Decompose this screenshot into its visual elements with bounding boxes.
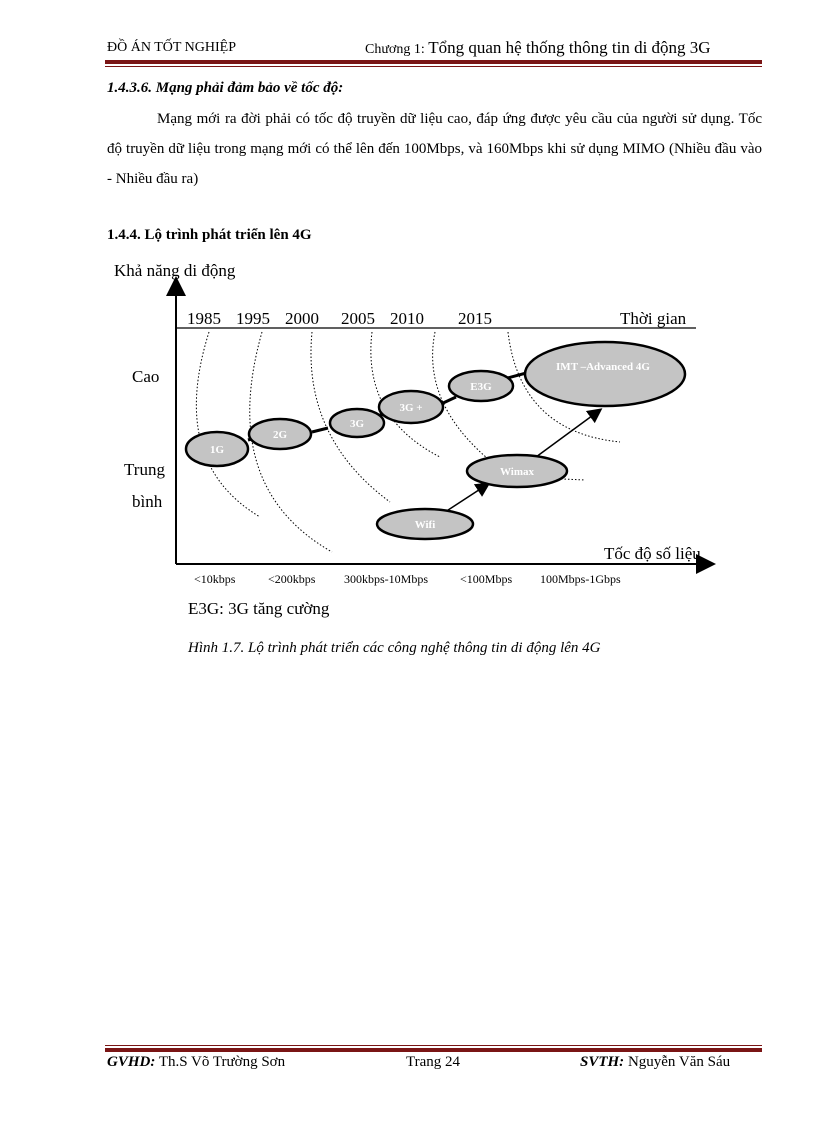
year-label: 1995 [236, 309, 270, 328]
node-wifi-label: Wifi [414, 519, 436, 531]
level-medium-2: bình [132, 492, 163, 511]
footer-advisor [107, 1054, 285, 1071]
node-2g-label: 2G [272, 429, 288, 441]
footer-advisor-name: Th.S Võ Trường Sơn [158, 1054, 286, 1070]
wimax-to-4g-arrow [536, 410, 600, 457]
footer-student-label: SVTH: [580, 1054, 625, 1070]
wave-arc [196, 332, 260, 517]
year-label: 2000 [285, 309, 319, 328]
rate-label: <200kbps [268, 572, 316, 586]
rate-label: 100Mbps-1Gbps [540, 572, 621, 586]
footer-advisor-label: GVHD: [107, 1054, 156, 1070]
header-chapter-label: Chương 1: [365, 42, 425, 57]
node-3g-label: 3G [349, 418, 365, 430]
x-axis-label: Tốc độ số liệu [604, 544, 701, 563]
header-rule-thin [105, 66, 762, 67]
subsection-heading: 1.4.3.6. Mạng phải đảm bảo về tốc độ: [107, 80, 344, 96]
year-label: 2010 [390, 309, 424, 328]
section-heading: 1.4.4. Lộ trình phát triển lên 4G [107, 227, 312, 243]
year-label: 1985 [187, 309, 221, 328]
wifi-to-wimax-arrow [442, 484, 488, 514]
node-3g-plus-label: 3G + [399, 402, 423, 414]
header-chapter [365, 38, 711, 58]
body-paragraph [107, 104, 762, 194]
diagram-legend: E3G: 3G tăng cường [188, 599, 330, 618]
paragraph-text: Mạng mới ra đời phải có tốc độ truyền dữ liệu cao, đáp ứng được yêu cầu của người sử dụng. Tốc độ truyền dữ liệu trong mạng mới có thể lên đến 100Mbps, và 160Mbps khi sử dụng MIMO (Nhiều đầu vào - Nhiều đầu ra) [107, 111, 762, 187]
node-imt-label: IMT –Advanced 4G [556, 361, 650, 373]
level-medium: Trung [124, 460, 165, 479]
header-rule [105, 60, 762, 64]
time-axis-label: Thời gian [620, 309, 687, 328]
footer-student [580, 1054, 730, 1071]
roadmap-link [312, 428, 328, 432]
figure-caption: Hình 1.7. Lộ trình phát triển các công nghệ thông tin di động lên 4G [188, 640, 601, 656]
level-high: Cao [132, 367, 160, 386]
rate-label: 300kbps-10Mbps [344, 572, 429, 586]
header-chapter-title: Tổng quan hệ thống thông tin di động 3G [428, 38, 711, 57]
rate-label: <10kbps [194, 572, 236, 586]
rate-label: <100Mbps [460, 572, 513, 586]
node-1g-label: 1G [209, 444, 225, 456]
node-wimax-label: Wimax [499, 466, 535, 478]
footer-rule-thin [105, 1045, 762, 1046]
node-e3g-label: E3G [470, 381, 492, 393]
footer-student-name: Nguyễn Văn Sáu [627, 1054, 731, 1070]
year-label: 2005 [341, 309, 375, 328]
roadmap-diagram [100, 252, 740, 592]
footer-rule [105, 1048, 762, 1052]
year-label: 2015 [458, 309, 492, 328]
node-imt-advanced [525, 342, 685, 406]
header-title: ĐỒ ÁN TỐT NGHIỆP [107, 40, 236, 55]
y-axis-label: Khả năng di động [114, 261, 236, 280]
page-number: Trang 24 [406, 1054, 461, 1070]
